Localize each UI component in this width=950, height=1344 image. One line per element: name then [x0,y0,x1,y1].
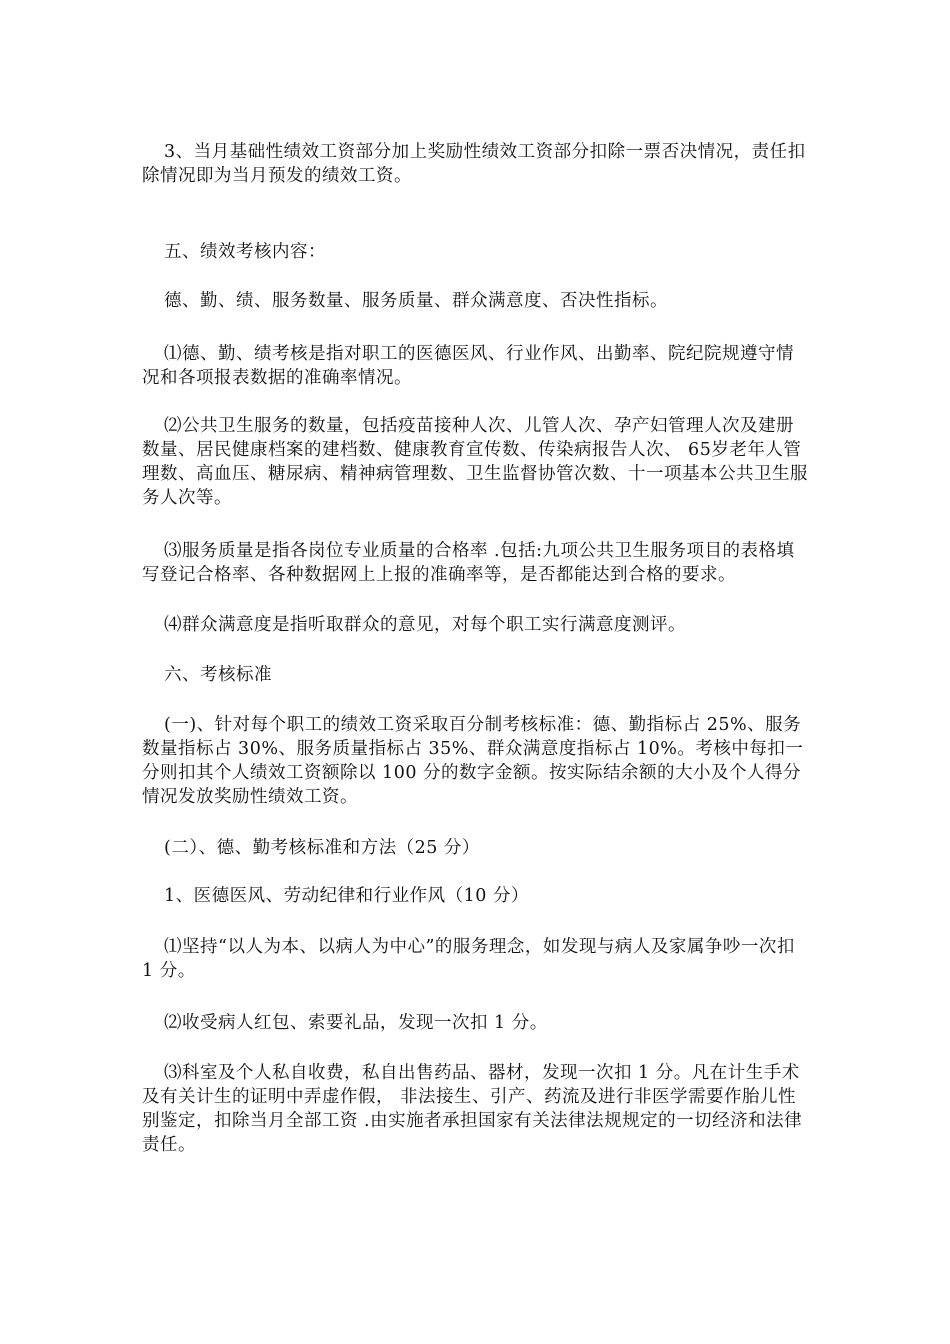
paragraph-percentage-standard: (一)、针对每个职工的绩效工资采取百分制考核标准：德、勤指标占 25%、服务数量指标占 30%、服务质量指标占 35%、群众满意度指标占 10%。考核中每扣一分则扣其个人绩效工资额除以 100 分的数字金额。按实际结余额的大小及个人得分情况发放奖励性绩效工资。 [142,715,804,807]
paragraph-public-health-quantity: ⑵公共卫生服务的数量，包括疫苗接种人次、儿管人次、孕产妇管理人次及建册数量、居民健康档案的建档数、健康教育宣传数、传染病报告人次、 65岁老年人管理数、高血压、糖尿病、精神病管理数、卫生监督协管次数、十一项基本公共卫生服务人次等。 [142,416,808,508]
heading-ethics-standard: (二）、德、勤考核标准和方法（25 分） [164,838,480,858]
paragraph-private-charges: ⑶科室及个人私自收费，私自出售药品、器材，发现一次扣 1 分。凡在计生手术及有关计生的证明中弄虚作假， 非法接生、引产、药流及进行非医学需要作胎儿性别鉴定，扣除当月全部工资 .由实施者承担国家有关法律法规规定的一切经济和法律责任。 [142,1063,803,1155]
paragraph-performance-pay-deduction: 3、当月基础性绩效工资部分加上奖励性绩效工资部分扣除一票否决情况，责任扣除情况即为当月预发的绩效工资。 [142,142,806,186]
paragraph-red-envelope: ⑵收受病人红包、索要礼品，发现一次扣 1 分。 [164,1013,548,1033]
paragraph-ethics-attendance: ⑴德、勤、绩考核是指对职工的医德医风、行业作风、出勤率、院纪院规遵守情况和各项报表数据的准确率情况。 [142,344,794,388]
paragraph-assessment-items: 德、勤、绩、服务数量、服务质量、群众满意度、否决性指标。 [164,291,668,311]
heading-medical-ethics: 1、医德医风、劳动纪律和行业作风（10 分） [164,886,529,906]
paragraph-service-concept: ⑴坚持“以人为本、以病人为中心”的服务理念，如发现与病人及家属争吵一次扣 1 分。 [142,937,795,981]
paragraph-service-quality: ⑶服务质量是指各岗位专业质量的合格率 .包括:九项公共卫生服务项目的表格填写登记合格率、各种数据网上上报的准确率等，是否都能达到合格的要求。 [142,541,795,585]
paragraph-public-satisfaction: ⑷群众满意度是指听取群众的意见，对每个职工实行满意度测评。 [164,615,686,635]
heading-section-six: 六、考核标准 [164,665,272,685]
heading-section-five: 五、绩效考核内容： [164,242,326,262]
